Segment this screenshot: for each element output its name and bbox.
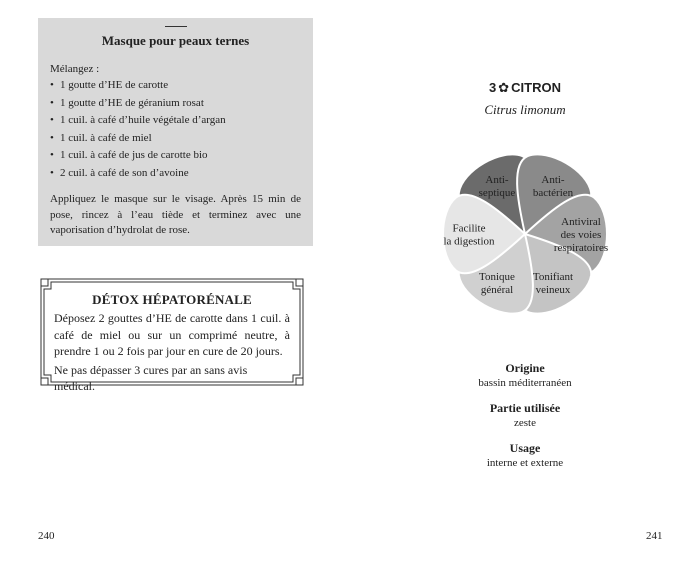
origin-value: bassin méditerranéen <box>478 377 572 389</box>
petal-label-line: respiratoires <box>553 242 609 254</box>
recipe-instructions: Appliquez le masque sur le visage. Après 15 min de pose, rincez à l’eau tiède et terminez avec une vaporisation d’hydrolat de rose. <box>50 193 301 236</box>
detox-content <box>54 292 290 395</box>
detox-text: Déposez 2 gouttes d’HE de carotte dans 1 cuil. à café de miel ou sur un comprimé neutre, à prendre 1 ou 2 fois par jour en cure de 20 jours. <box>54 311 290 358</box>
petal-label-line: Anti- <box>485 174 509 187</box>
ingredient-list <box>50 77 301 182</box>
recipe-title: Masque pour peaux ternes <box>101 33 250 48</box>
page-number-right: 241 <box>646 530 663 542</box>
petal-label-4 <box>479 271 515 296</box>
ingredient-text: 1 cuil. à café de miel <box>60 131 152 144</box>
petal-label-line: des voies <box>560 229 602 241</box>
petal-label-line: septique <box>478 187 516 200</box>
usage-value: interne et externe <box>486 457 564 469</box>
list-item <box>50 130 301 148</box>
ingredient-text: 1 goutte d’HE de géranium rosat <box>60 96 204 109</box>
petal-label-line: Tonifiant <box>532 270 574 283</box>
page-number-left: 240 <box>38 530 55 542</box>
origin-label: Origine <box>505 361 545 375</box>
petal-label-line: Tonique <box>479 270 515 283</box>
ingredient-text: 1 cuil. à café d’huile végétale d’argan <box>60 114 226 126</box>
detox-box <box>38 276 306 393</box>
plant-number: 3 <box>489 80 497 95</box>
latin-name: Citrus limonum <box>484 102 566 117</box>
petal-label-line: général <box>480 283 514 296</box>
detox-warning: Ne pas dépasser 3 cures par an sans avis médical. <box>54 362 248 393</box>
bullet-icon: • <box>50 114 54 126</box>
bullet-icon: • <box>50 166 54 179</box>
ingredient-text: 2 cuil. à café de son d’avoine <box>60 166 189 179</box>
part-value: zeste <box>514 417 536 429</box>
right-page <box>350 0 700 566</box>
part-section <box>350 401 700 429</box>
petal-label-line: bactérien <box>532 187 574 200</box>
plant-title <box>350 80 700 96</box>
list-item <box>50 147 301 165</box>
bullet-icon: • <box>50 96 54 109</box>
origin-section <box>350 361 700 389</box>
bullet-icon: • <box>50 149 54 161</box>
petal-label-2 <box>554 216 608 254</box>
flower-icon: ✿ <box>498 80 510 95</box>
recipe-top-rule <box>165 26 187 27</box>
bullet-icon: • <box>50 131 54 144</box>
recipe-box <box>38 18 313 246</box>
usage-label: Usage <box>509 441 541 455</box>
bullet-icon: • <box>50 79 54 91</box>
list-item <box>50 112 301 130</box>
ingredient-text: 1 cuil. à café de jus de carotte bio <box>60 149 208 161</box>
petal-label-line: Facilite <box>452 222 486 235</box>
usage-section <box>350 441 700 469</box>
petal-label-line: Antiviral <box>561 216 601 228</box>
petal-label-3 <box>533 271 573 296</box>
petal-label-line: la digestion <box>443 235 495 248</box>
detox-title: DÉTOX HÉPATORÉNALE <box>92 292 252 307</box>
plant-name: CITRON <box>511 80 561 95</box>
list-item <box>50 165 301 183</box>
petal-label-line: Anti- <box>541 174 565 187</box>
part-label: Partie utilisée <box>489 401 561 415</box>
properties-flower-diagram <box>428 148 622 324</box>
list-item <box>50 77 301 95</box>
list-item <box>50 95 301 113</box>
ingredient-text: 1 goutte d’HE de carotte <box>60 79 169 91</box>
petal-label-line: veineux <box>535 283 571 296</box>
recipe-intro: Mélangez : <box>50 63 100 75</box>
